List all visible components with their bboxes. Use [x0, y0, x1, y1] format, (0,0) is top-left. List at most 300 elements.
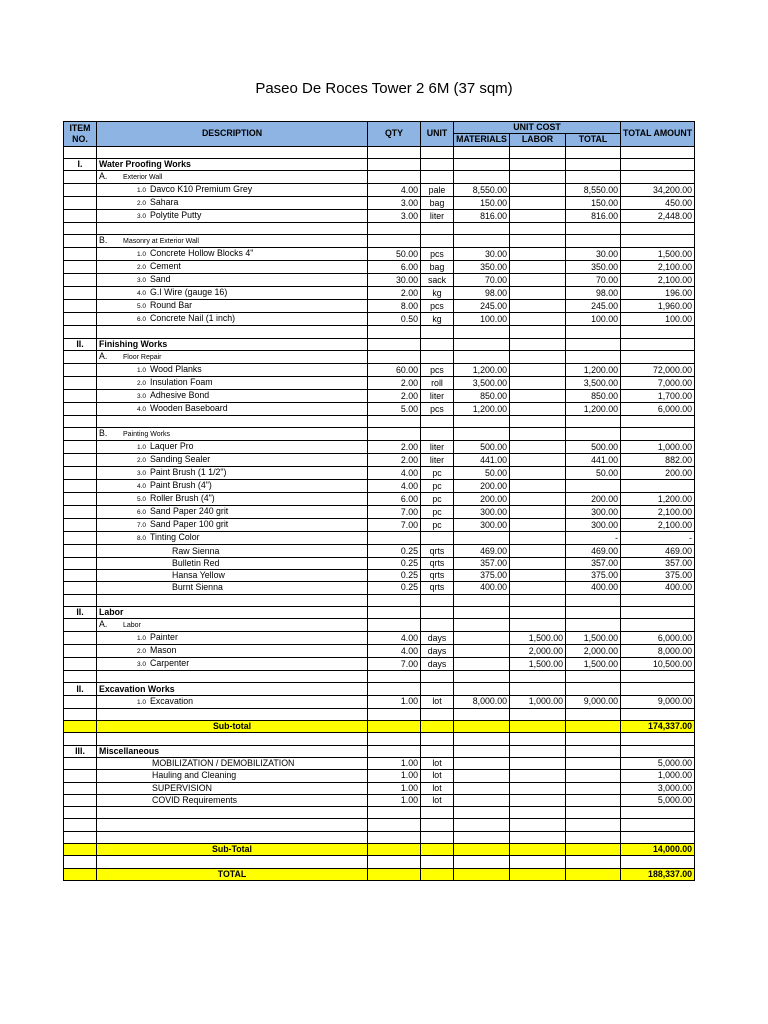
empty-cell	[368, 223, 421, 235]
labor-cell	[510, 287, 566, 300]
line-item-row	[64, 480, 695, 493]
line-item-row	[64, 519, 695, 532]
item-name: Wooden Baseboard	[150, 403, 228, 414]
empty-cell	[64, 274, 97, 287]
unit-total-cell: 50.00	[566, 467, 621, 480]
empty-cell	[454, 146, 510, 158]
item-name: MOBILIZATION / DEMOBILIZATION	[152, 758, 295, 769]
item-name: Insulation Foam	[150, 377, 213, 388]
tint-row	[64, 569, 695, 581]
empty-cell	[421, 745, 454, 757]
line-item-row	[64, 441, 695, 454]
item-description	[99, 632, 178, 642]
labor-cell	[510, 184, 566, 197]
empty-cell	[421, 235, 454, 248]
description-cell	[97, 313, 368, 326]
unit-cell: pc	[421, 493, 454, 506]
empty-cell	[97, 594, 368, 606]
description-cell	[97, 782, 368, 794]
line-item-row	[64, 658, 695, 671]
description-cell	[97, 506, 368, 519]
empty-cell	[64, 300, 97, 313]
empty-cell	[64, 594, 97, 606]
empty-cell	[64, 532, 97, 545]
empty-cell	[64, 390, 97, 403]
item-number: 2.0	[137, 200, 147, 208]
labor-cell	[510, 197, 566, 210]
labor-cell	[510, 493, 566, 506]
empty-cell	[510, 146, 566, 158]
item-description	[99, 210, 201, 220]
empty-cell	[510, 819, 566, 831]
empty-cell	[64, 770, 97, 782]
materials-cell: 357.00	[454, 557, 510, 569]
empty-cell	[621, 745, 695, 757]
materials-cell: 300.00	[454, 519, 510, 532]
materials-cell: 350.00	[454, 261, 510, 274]
group-cell	[97, 619, 368, 632]
unit-cell: liter	[421, 390, 454, 403]
empty-cell	[621, 338, 695, 350]
unit-cell: pcs	[421, 300, 454, 313]
labor-cell: 1,500.00	[510, 632, 566, 645]
labor-cell	[510, 557, 566, 569]
total-amount-cell	[621, 480, 695, 493]
empty-cell	[510, 606, 566, 618]
unit-cell: lot	[421, 770, 454, 782]
empty-cell	[421, 606, 454, 618]
empty-cell	[368, 671, 421, 683]
empty-cell	[566, 606, 621, 618]
tint-row	[64, 545, 695, 557]
empty-cell	[368, 856, 421, 868]
labor-cell	[510, 300, 566, 313]
empty-cell	[621, 171, 695, 184]
qty-cell: 0.25	[368, 557, 421, 569]
empty-cell	[510, 158, 566, 170]
qty-cell: 2.00	[368, 454, 421, 467]
empty-cell	[64, 403, 97, 416]
qty-cell: 2.00	[368, 441, 421, 454]
item-number: 3.0	[137, 213, 147, 221]
line-item-row	[64, 632, 695, 645]
blank-row	[64, 671, 695, 683]
total-amount-cell: 6,000.00	[621, 632, 695, 645]
empty-cell	[64, 645, 97, 658]
item-name: Round Bar	[150, 300, 193, 311]
empty-cell	[454, 683, 510, 695]
blank-row	[64, 708, 695, 720]
line-item-row	[64, 261, 695, 274]
labor-cell	[510, 569, 566, 581]
description-cell	[97, 441, 368, 454]
qty-cell: 4.00	[368, 632, 421, 645]
group-heading	[99, 235, 199, 245]
description-cell	[97, 532, 368, 545]
description-cell	[97, 287, 368, 300]
group-letter: A.	[99, 351, 108, 362]
qty-cell: 7.00	[368, 506, 421, 519]
empty-cell	[64, 287, 97, 300]
labor-cell	[510, 480, 566, 493]
empty-cell	[421, 807, 454, 819]
qty-cell: 2.00	[368, 287, 421, 300]
item-number: 1.0	[137, 251, 147, 259]
qty-cell: 4.00	[368, 480, 421, 493]
line-item-row	[64, 390, 695, 403]
qty-cell: 4.00	[368, 645, 421, 658]
labor-cell	[510, 377, 566, 390]
empty-cell	[64, 261, 97, 274]
group-heading	[99, 351, 162, 361]
group-cell	[97, 235, 368, 248]
section-title: Labor	[97, 606, 368, 618]
blank-row	[64, 326, 695, 338]
total-amount-cell: 1,000.00	[621, 770, 695, 782]
empty-cell	[97, 671, 368, 683]
empty-cell	[64, 844, 97, 856]
empty-cell	[64, 794, 97, 806]
empty-cell	[64, 493, 97, 506]
labor-cell	[510, 519, 566, 532]
item-number: 7.0	[137, 522, 147, 530]
total-amount-cell: 1,700.00	[621, 390, 695, 403]
unit-cell: qrts	[421, 557, 454, 569]
section-number: II.	[64, 338, 97, 350]
subtotal-label: TOTAL	[97, 868, 368, 880]
empty-cell	[64, 545, 97, 557]
empty-cell	[64, 351, 97, 364]
empty-cell	[566, 235, 621, 248]
line-item-row	[64, 467, 695, 480]
line-item-row	[64, 184, 695, 197]
item-number: 3.0	[137, 661, 147, 669]
item-description	[99, 696, 193, 706]
cost-estimate-table	[63, 121, 695, 881]
section-title: Excavation Works	[97, 683, 368, 695]
empty-cell	[566, 171, 621, 184]
item-description	[99, 377, 213, 387]
materials-cell: 3,500.00	[454, 377, 510, 390]
item-description	[99, 184, 252, 194]
empty-cell	[421, 351, 454, 364]
empty-cell	[421, 158, 454, 170]
group-heading	[99, 619, 141, 629]
unit-cell: days	[421, 632, 454, 645]
description-cell	[97, 480, 368, 493]
subtotal-amount: 188,337.00	[621, 868, 695, 880]
empty-cell	[510, 807, 566, 819]
subtotal-label: Sub-Total	[97, 844, 368, 856]
empty-cell	[97, 416, 368, 428]
empty-cell	[368, 868, 421, 880]
description-cell	[97, 545, 368, 557]
unit-total-cell: 100.00	[566, 313, 621, 326]
section-number: III.	[64, 745, 97, 757]
materials-cell: 850.00	[454, 390, 510, 403]
item-description	[99, 532, 200, 542]
qty-cell: 8.00	[368, 300, 421, 313]
tint-row	[64, 557, 695, 569]
materials-cell: 300.00	[454, 506, 510, 519]
empty-cell	[368, 844, 421, 856]
item-name: Cement	[150, 261, 181, 272]
grand-total-row	[64, 868, 695, 880]
total-amount-cell: 34,200.00	[621, 184, 695, 197]
empty-cell	[510, 856, 566, 868]
empty-cell	[454, 819, 510, 831]
materials-cell: 150.00	[454, 197, 510, 210]
empty-cell	[368, 721, 421, 733]
line-item-row	[64, 300, 695, 313]
subtotal-amount: 14,000.00	[621, 844, 695, 856]
empty-cell	[97, 831, 368, 843]
group-row	[64, 171, 695, 184]
subtotal-label: Sub-total	[97, 721, 368, 733]
empty-cell	[566, 745, 621, 757]
empty-cell	[64, 658, 97, 671]
line-item-row	[64, 197, 695, 210]
empty-cell	[368, 594, 421, 606]
empty-cell	[510, 733, 566, 745]
total-amount-cell: 6,000.00	[621, 403, 695, 416]
empty-cell	[97, 819, 368, 831]
item-description	[99, 313, 235, 323]
labor-cell	[510, 467, 566, 480]
description-cell	[97, 770, 368, 782]
empty-cell	[421, 856, 454, 868]
item-number: 5.0	[137, 303, 147, 311]
item-name: Wood Planks	[150, 364, 202, 375]
empty-cell	[368, 745, 421, 757]
description-cell	[97, 454, 368, 467]
unit-total-cell: 300.00	[566, 506, 621, 519]
unit-total-cell: 1,500.00	[566, 632, 621, 645]
qty-cell: 4.00	[368, 467, 421, 480]
empty-cell	[421, 619, 454, 632]
description-cell	[97, 658, 368, 671]
description-cell	[97, 197, 368, 210]
empty-cell	[368, 683, 421, 695]
materials-cell	[454, 770, 510, 782]
empty-cell	[510, 235, 566, 248]
unit-total-cell: 200.00	[566, 493, 621, 506]
line-item-row	[64, 532, 695, 545]
labor-cell	[510, 582, 566, 594]
header-cell: LABOR	[510, 134, 566, 146]
qty-cell: 0.25	[368, 569, 421, 581]
empty-cell	[64, 171, 97, 184]
section-row	[64, 158, 695, 170]
empty-cell	[368, 351, 421, 364]
header-cell: UNIT	[421, 122, 454, 147]
group-heading	[99, 171, 162, 181]
total-amount-cell: -	[621, 532, 695, 545]
group-name: Floor Repair	[123, 354, 162, 362]
blank-row	[64, 819, 695, 831]
empty-cell	[64, 708, 97, 720]
empty-cell	[621, 683, 695, 695]
unit-total-cell: 30.00	[566, 248, 621, 261]
qty-cell: 0.25	[368, 582, 421, 594]
materials-cell: 400.00	[454, 582, 510, 594]
total-amount-cell: 1,500.00	[621, 248, 695, 261]
line-item-row	[64, 210, 695, 223]
empty-cell	[510, 721, 566, 733]
empty-cell	[64, 428, 97, 441]
empty-cell	[621, 856, 695, 868]
empty-cell	[64, 467, 97, 480]
empty-cell	[566, 721, 621, 733]
unit-cell: sack	[421, 274, 454, 287]
item-description	[99, 364, 202, 374]
item-number: 4.0	[137, 406, 147, 414]
description-cell	[97, 645, 368, 658]
item-number: 2.0	[137, 648, 147, 656]
total-amount-cell: 9,000.00	[621, 695, 695, 708]
unit-cell: liter	[421, 210, 454, 223]
empty-cell	[64, 695, 97, 708]
line-item-row	[64, 757, 695, 769]
unit-total-cell: 98.00	[566, 287, 621, 300]
item-description	[99, 248, 253, 258]
materials-cell: 245.00	[454, 300, 510, 313]
materials-cell: 8,550.00	[454, 184, 510, 197]
empty-cell	[64, 454, 97, 467]
empty-cell	[368, 146, 421, 158]
empty-cell	[97, 733, 368, 745]
item-name: Polytite Putty	[150, 210, 202, 221]
qty-cell: 1.00	[368, 770, 421, 782]
empty-cell	[454, 733, 510, 745]
materials-cell: 441.00	[454, 454, 510, 467]
unit-total-cell: 500.00	[566, 441, 621, 454]
empty-cell	[566, 683, 621, 695]
header-line: NO.	[72, 133, 88, 144]
empty-cell	[97, 708, 368, 720]
description-cell	[97, 364, 368, 377]
group-letter: B.	[99, 235, 108, 246]
empty-cell	[368, 708, 421, 720]
materials-cell: 50.00	[454, 467, 510, 480]
description-cell	[97, 377, 368, 390]
item-number: 1.0	[137, 698, 147, 706]
blank-row	[64, 807, 695, 819]
empty-cell	[64, 377, 97, 390]
empty-cell	[566, 594, 621, 606]
empty-cell	[454, 338, 510, 350]
labor-cell	[510, 390, 566, 403]
qty-cell: 1.00	[368, 757, 421, 769]
empty-cell	[566, 619, 621, 632]
line-item-row	[64, 377, 695, 390]
tint-name: Hansa Yellow	[172, 570, 225, 581]
header-cell: TOTAL	[566, 134, 621, 146]
total-amount-cell: 1,960.00	[621, 300, 695, 313]
qty-cell: 0.25	[368, 545, 421, 557]
total-amount-cell: 2,448.00	[621, 210, 695, 223]
item-name: Carpenter	[150, 658, 190, 669]
empty-cell	[421, 683, 454, 695]
empty-cell	[64, 733, 97, 745]
description-cell	[97, 582, 368, 594]
empty-cell	[454, 844, 510, 856]
description-cell	[97, 794, 368, 806]
empty-cell	[454, 594, 510, 606]
unit-total-cell: 1,500.00	[566, 658, 621, 671]
empty-cell	[64, 757, 97, 769]
labor-cell	[510, 757, 566, 769]
empty-cell	[454, 619, 510, 632]
description-cell	[97, 467, 368, 480]
line-item-row	[64, 794, 695, 806]
description-cell	[97, 261, 368, 274]
empty-cell	[421, 223, 454, 235]
unit-cell: days	[421, 658, 454, 671]
item-name: Sahara	[150, 197, 179, 208]
empty-cell	[97, 223, 368, 235]
empty-cell	[510, 416, 566, 428]
group-cell	[97, 351, 368, 364]
section-row	[64, 606, 695, 618]
empty-cell	[97, 146, 368, 158]
empty-cell	[64, 197, 97, 210]
total-amount-cell: 3,000.00	[621, 782, 695, 794]
section-row	[64, 338, 695, 350]
unit-total-cell: 469.00	[566, 545, 621, 557]
item-description	[99, 493, 215, 503]
item-description	[99, 441, 194, 451]
unit-cell: kg	[421, 287, 454, 300]
qty-cell: 2.00	[368, 377, 421, 390]
unit-total-cell: 1,200.00	[566, 364, 621, 377]
labor-cell: 1,000.00	[510, 695, 566, 708]
labor-cell: 2,000.00	[510, 645, 566, 658]
qty-cell: 60.00	[368, 364, 421, 377]
header-cell: MATERIALS	[454, 134, 510, 146]
empty-cell	[566, 831, 621, 843]
materials-cell	[454, 794, 510, 806]
group-name: Masonry at Exterior Wall	[123, 238, 199, 246]
empty-cell	[64, 480, 97, 493]
empty-cell	[621, 223, 695, 235]
empty-cell	[510, 671, 566, 683]
empty-cell	[421, 416, 454, 428]
empty-cell	[421, 733, 454, 745]
empty-cell	[566, 671, 621, 683]
unit-cell: pcs	[421, 248, 454, 261]
total-amount-cell: 1,000.00	[621, 441, 695, 454]
empty-cell	[64, 364, 97, 377]
qty-cell: 3.00	[368, 197, 421, 210]
unit-cell: pc	[421, 506, 454, 519]
group-name: Exterior Wall	[123, 174, 163, 182]
qty-cell: 4.00	[368, 184, 421, 197]
unit-total-cell: 350.00	[566, 261, 621, 274]
empty-cell	[454, 416, 510, 428]
empty-cell	[621, 416, 695, 428]
empty-cell	[454, 671, 510, 683]
item-no-header	[69, 123, 90, 144]
empty-cell	[510, 171, 566, 184]
materials-cell: 30.00	[454, 248, 510, 261]
description-cell	[97, 757, 368, 769]
unit-total-cell: 70.00	[566, 274, 621, 287]
blank-row	[64, 831, 695, 843]
labor-cell	[510, 794, 566, 806]
unit-total-cell	[566, 480, 621, 493]
item-name: Concrete Nail (1 inch)	[150, 313, 236, 324]
